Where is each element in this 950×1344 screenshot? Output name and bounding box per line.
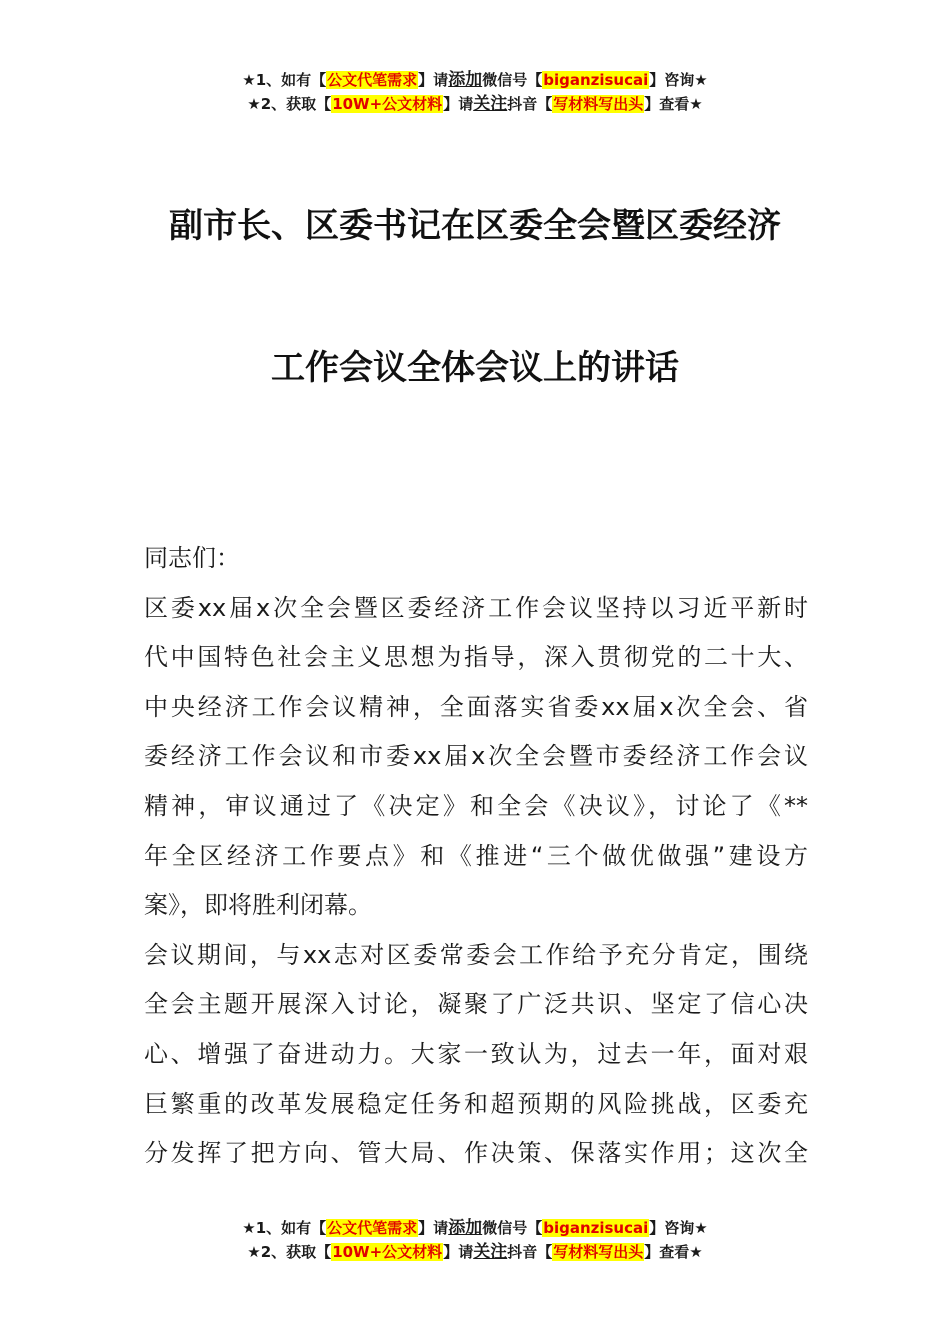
banner-text: 】查看★ <box>644 1243 703 1261</box>
paragraph-line: 中央经济工作会议精神，全面落实省委xx届x次全会、省 <box>144 692 808 721</box>
banner-wechat-id: biganzisucai <box>543 71 649 89</box>
banner-text: 抖音【 <box>507 1243 553 1261</box>
salutation: 同志们： <box>144 544 240 572</box>
banner-douyin-id: 写材料写出头 <box>553 95 644 113</box>
banner-text: 】咨询★ <box>649 1219 708 1237</box>
banner-line-2 <box>0 92 950 116</box>
banner-line-1 <box>0 1216 950 1240</box>
banner-underline: 关注 <box>473 1242 508 1262</box>
paragraph-line: 分发挥了把方向、管大局、作决策、保落实作用；这次全 <box>144 1139 808 1168</box>
banner-text: 】请 <box>443 95 474 113</box>
banner-highlight: 公文代笔需求 <box>327 71 418 89</box>
banner-wechat-id: biganzisucai <box>543 1219 649 1237</box>
banner-text: 】请 <box>418 1219 449 1237</box>
banner-text: ★1、如有【 <box>242 71 327 89</box>
banner-line-1 <box>0 68 950 92</box>
banner-text: 】咨询★ <box>649 71 708 89</box>
banner-text: 】请 <box>418 71 449 89</box>
paragraph-line: 区委xx届x次全会暨区委经济工作会议坚持以习近平新时 <box>144 593 808 622</box>
header-banner <box>0 68 950 116</box>
document-body <box>144 534 808 1179</box>
banner-highlight: 10W+公文材料 <box>332 95 443 113</box>
paragraph-line: 精神，审议通过了《决定》和全会《决议》，讨论了《** <box>144 791 808 820</box>
paragraph-line: 心、增强了奋进动力。大家一致认为，过去一年，面对艰 <box>144 1039 808 1068</box>
banner-douyin-id: 写材料写出头 <box>553 1243 644 1261</box>
document-title-line-2: 工作会议全体会议上的讲话 <box>271 348 679 388</box>
banner-text: ★2、获取【 <box>247 1243 332 1261</box>
banner-text: ★2、获取【 <box>247 95 332 113</box>
banner-text: ★1、如有【 <box>242 1219 327 1237</box>
banner-highlight: 公文代笔需求 <box>327 1219 418 1237</box>
footer-banner <box>0 1216 950 1264</box>
banner-underline: 关注 <box>473 94 508 114</box>
paragraph-line: 全会主题开展深入讨论，凝聚了广泛共识、坚定了信心决 <box>144 990 808 1019</box>
paragraph-line: 年全区经济工作要点》和《推进“三个做优做强”建设方 <box>144 841 808 870</box>
banner-text: 微信号【 <box>482 71 543 89</box>
banner-highlight: 10W+公文材料 <box>332 1243 443 1261</box>
paragraph-line: 会议期间，与xx志对区委常委会工作给予充分肯定，围绕 <box>144 940 808 969</box>
banner-text: 】请 <box>443 1243 474 1261</box>
banner-line-2 <box>0 1240 950 1264</box>
document-title-line-1: 副市长、区委书记在区委全会暨区委经济 <box>169 206 781 246</box>
banner-underline: 添加 <box>448 1218 483 1238</box>
paragraph-line: 巨繁重的改革发展稳定任务和超预期的风险挑战，区委充 <box>144 1089 808 1118</box>
paragraph-line: 代中国特色社会主义思想为指导，深入贯彻党的二十大、 <box>144 643 808 672</box>
paragraph-line: 案》，即将胜利闭幕。 <box>144 891 372 920</box>
banner-text: 微信号【 <box>482 1219 543 1237</box>
banner-text: 】查看★ <box>644 95 703 113</box>
banner-underline: 添加 <box>448 70 483 90</box>
banner-text: 抖音【 <box>507 95 553 113</box>
paragraph-line: 委经济工作会议和市委xx届x次全会暨市委经济工作会议 <box>144 742 808 771</box>
